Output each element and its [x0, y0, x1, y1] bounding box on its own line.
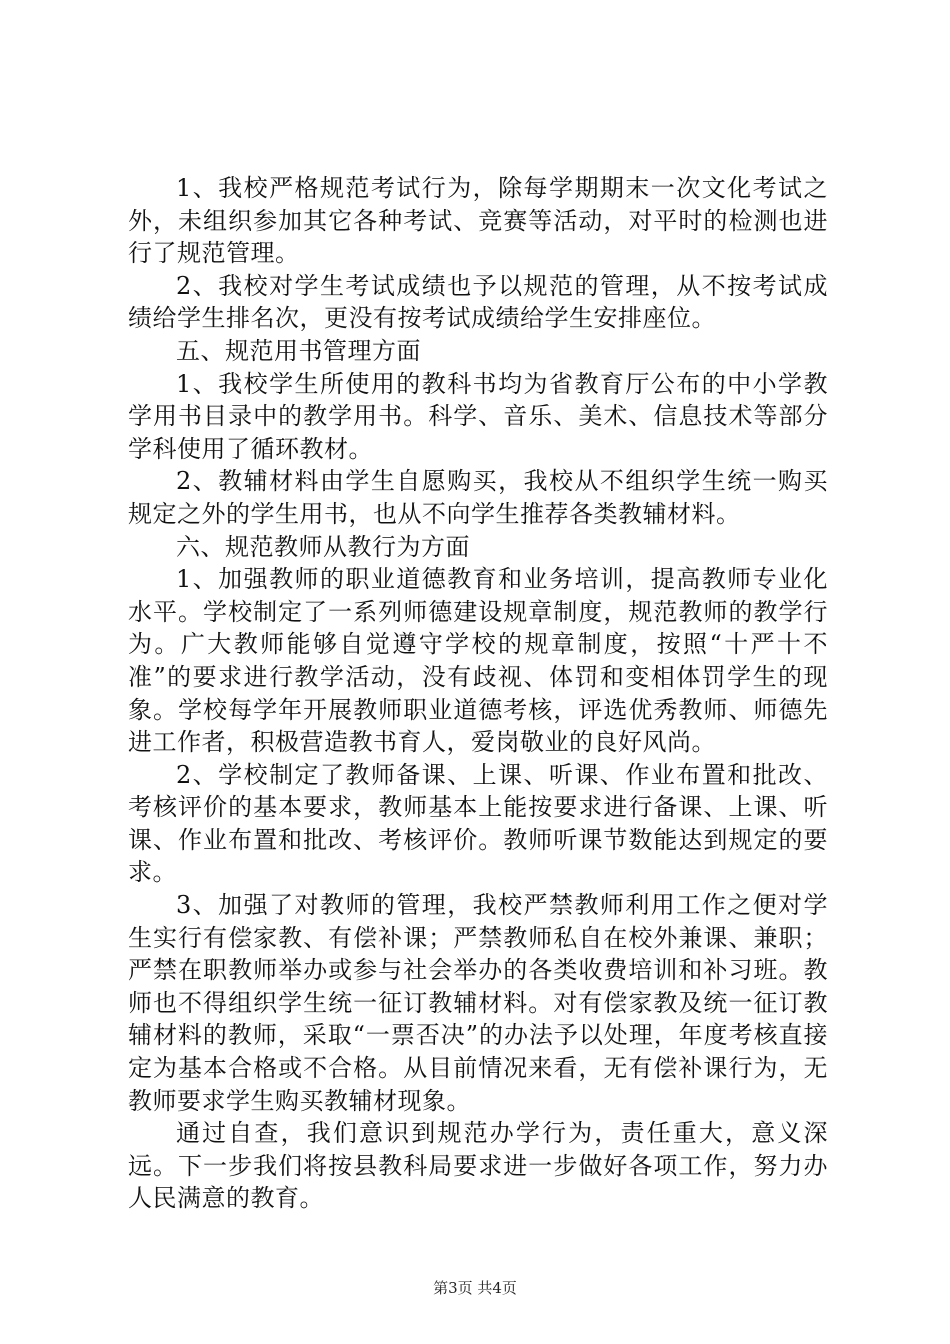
paragraph-textbooks: 1、我校学生所使用的教科书均为省教育厅公布的中小学教学用书目录中的教学用书。科学、音乐、美术、信息技术等部分学科使用了循环教材。	[128, 369, 828, 463]
paragraph-supplementary-materials: 2、教辅材料由学生自愿购买，我校从不组织学生统一购买规定之外的学生用书，也从不向学生推荐各类教辅材料。	[128, 467, 828, 528]
paragraph-exam-scores: 2、我校对学生考试成绩也予以规范的管理，从不按考试成绩给学生排名次，更没有按考试成绩给学生安排座位。	[128, 271, 828, 333]
document-body	[128, 172, 828, 1215]
paragraph-exam-conduct: 1、我校严格规范考试行为，除每学期期末一次文化考试之外，未组织参加其它各种考试、竞赛等活动，对平时的检测也进行了规范管理。	[128, 174, 828, 268]
paragraph-teaching-requirements: 2、学校制定了教师备课、上课、听课、作业布置和批改、考核评价的基本要求，教师基本上能按要求进行备课、上课、听课、作业布置和批改、考核评价。教师听课节数能达到规定的要求。	[128, 760, 828, 887]
paragraph-teacher-ethics: 1、加强教师的职业道德教育和业务培训，提高教师专业化水平。学校制定了一系列师德建设规章制度，规范教师的教学行为。广大教师能够自觉遵守学校的规章制度，按照“十严十不准”的要求进行教学活动，没有歧视、体罚和变相体罚学生的现象。学校每学年开展教师职业道德考核，评选优秀教师、师德先进工作者，积极营造教书育人，爱岗敬业的良好风尚。	[128, 565, 828, 757]
paragraph-teacher-management: 3、加强了对教师的管理，我校严禁教师利用工作之便对学生实行有偿家教、有偿补课；严禁教师私自在校外兼课、兼职；严禁在职教师举办或参与社会举办的各类收费培训和补习班。教师也不得组织学生统一征订教辅材料。对有偿家教及统一征订教辅材料的教师，采取“一票否决”的办法予以处理，年度考核直接定为基本合格或不合格。从目前情况来看，无有偿补课行为，无教师要求学生购买教辅材现象。	[128, 891, 828, 1115]
section-heading-books: 五、规范用书管理方面	[176, 336, 421, 365]
paragraph-conclusion: 通过自查，我们意识到规范办学行为，责任重大，意义深远。下一步我们将按县教科局要求进一步做好各项工作，努力办人民满意的教育。	[128, 1119, 828, 1213]
page-number-footer: 第3页 共4页	[433, 1279, 517, 1297]
section-heading-teachers: 六、规范教师从教行为方面	[176, 532, 470, 561]
